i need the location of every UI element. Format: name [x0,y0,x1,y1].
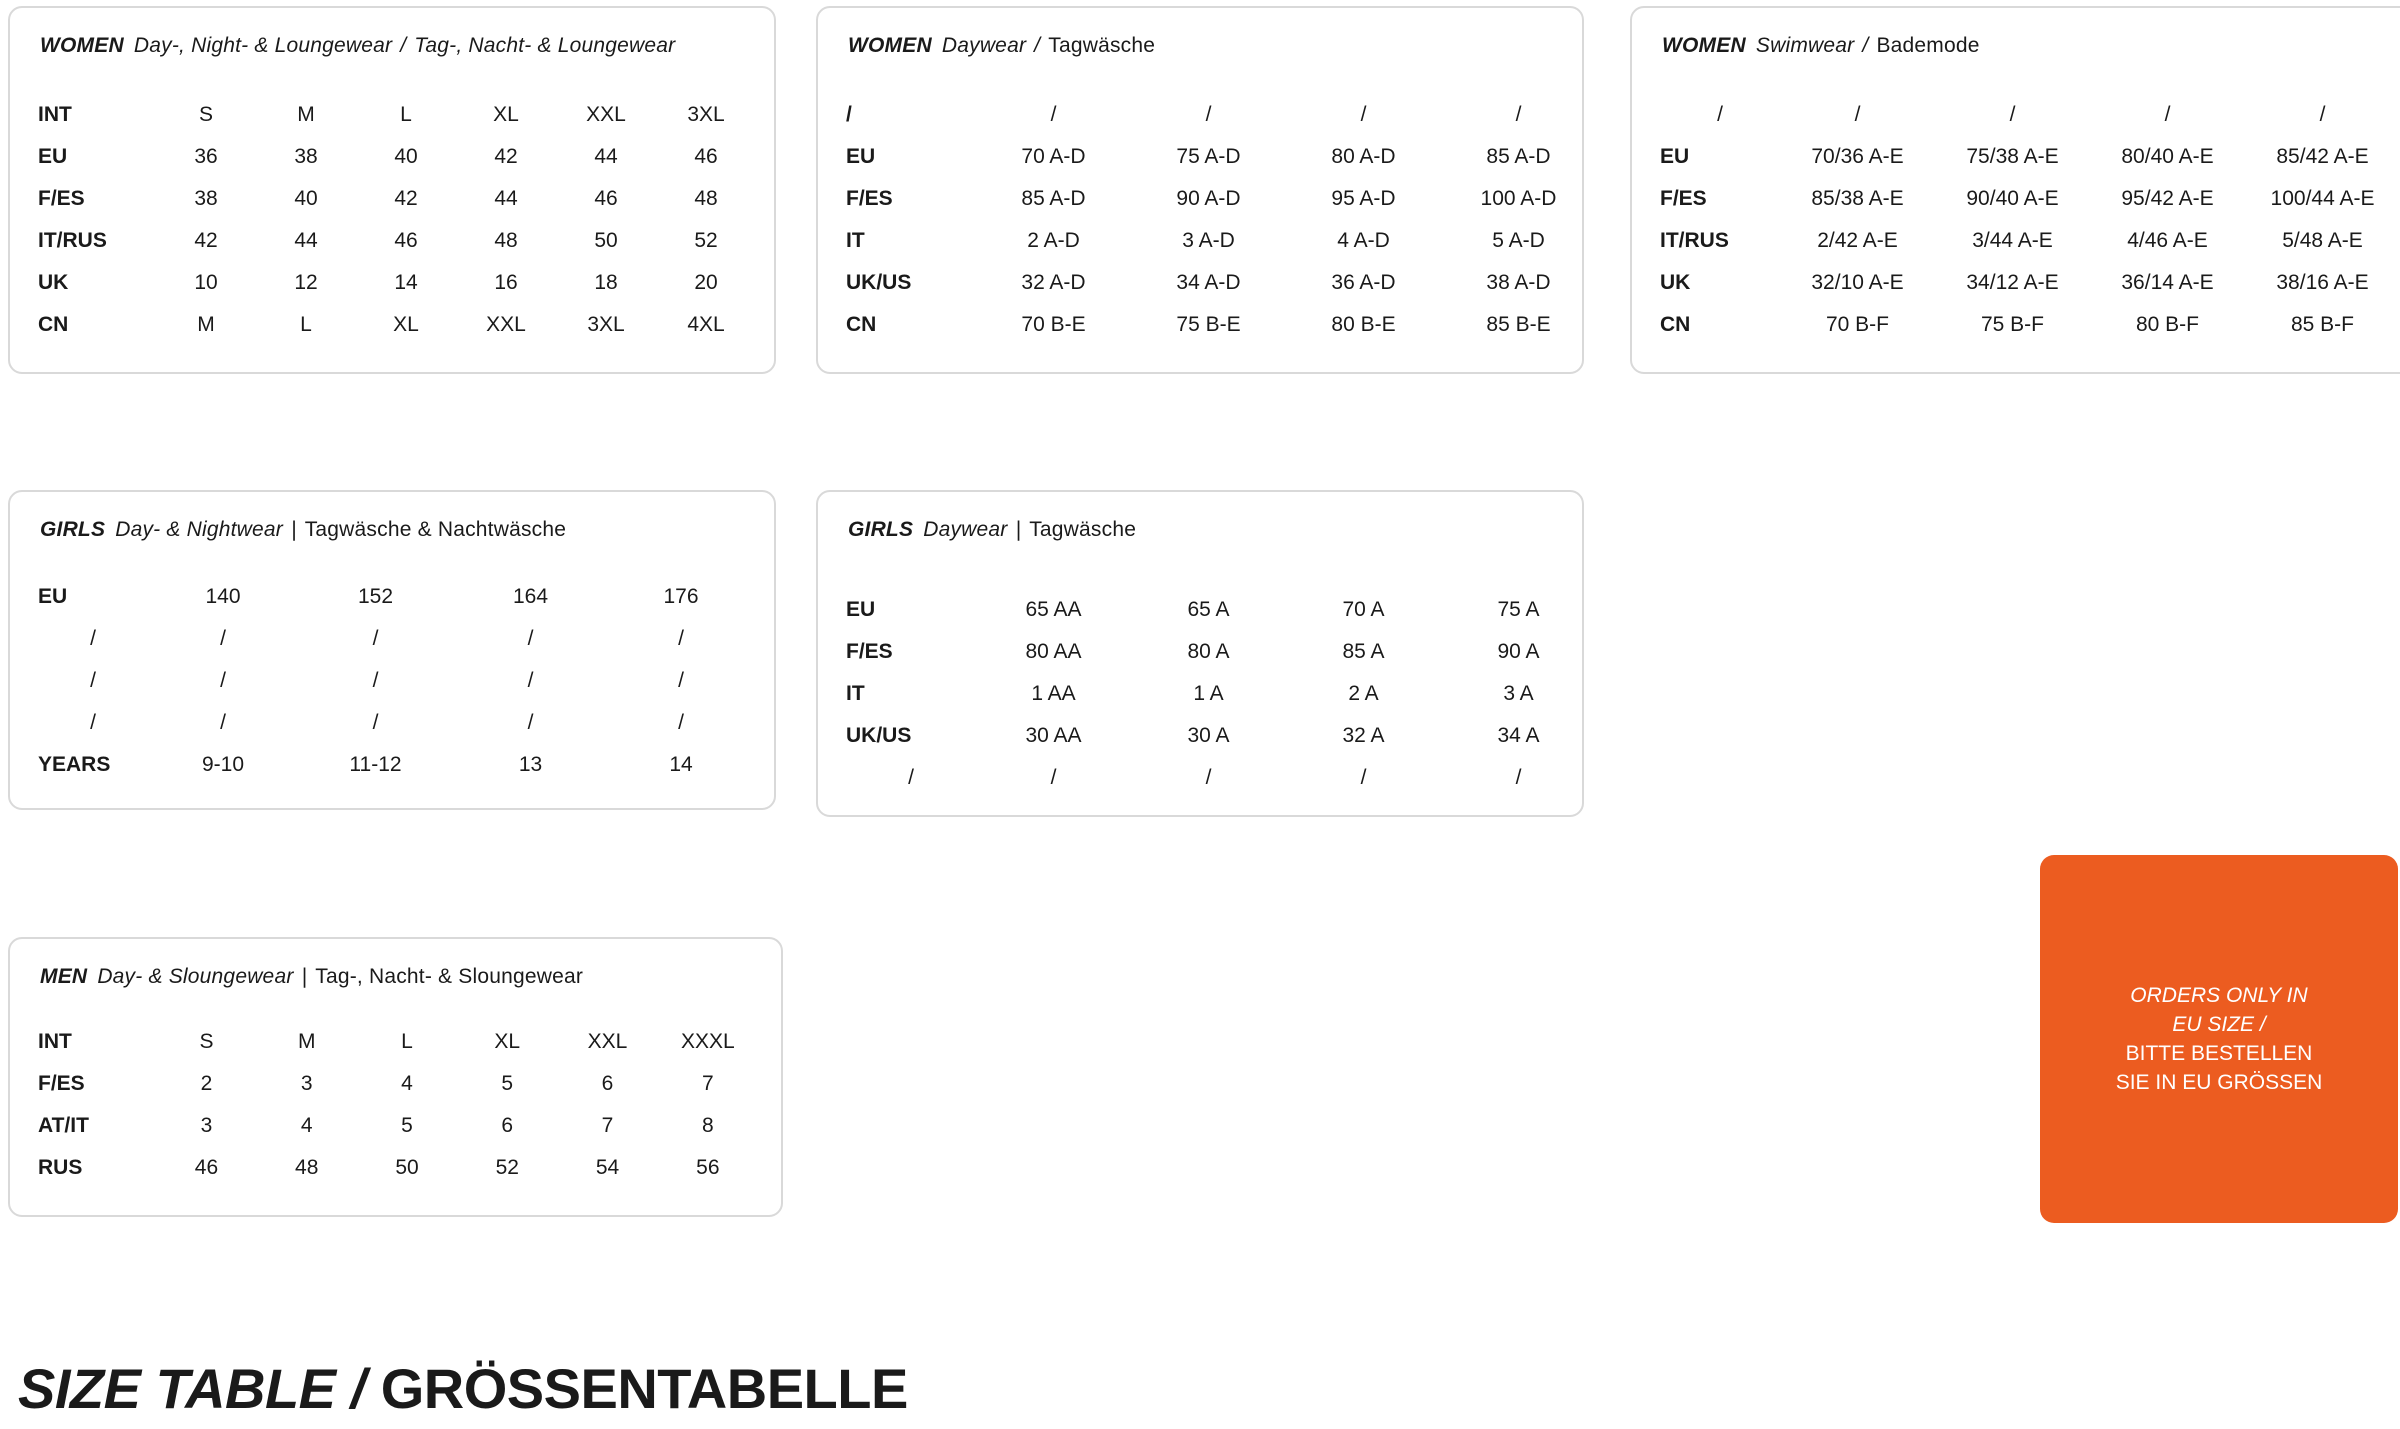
page-title-italic: SIZE TABLE / [18,1357,381,1420]
cell: / [220,669,226,692]
cell: 18 [594,271,618,294]
card-name-en: Day- & Sloungewear [97,965,294,988]
row-label: CN [846,313,877,336]
table-row [1660,220,2400,262]
cell: 42 [194,229,218,252]
cell: 7 [701,1072,714,1095]
cell: 80 A [1187,640,1230,663]
note-lines [2116,981,2323,1097]
cell: 42 [394,187,418,210]
row-label: / [846,103,852,126]
cell: / [678,669,684,692]
card-name-en: Day- & Nightwear [115,518,283,541]
cell: 40 [294,187,318,210]
card-category: MEN [40,965,88,988]
card-name-en: Daywear [923,518,1008,541]
card-women-daywear [816,6,1584,374]
sizes-table [38,94,756,346]
cell: 32 A-D [1021,271,1086,294]
cell: 85 A-D [1021,187,1086,210]
cell: 164 [512,585,549,608]
cell: 34 A-D [1176,271,1241,294]
card-title [1662,34,1980,58]
cell: 3XL [687,103,725,126]
row-label: / [90,669,96,692]
cell: XL [393,313,419,336]
cell: 80 B-F [2135,313,2200,336]
cell: 3 A [1503,682,1534,705]
cell: 4 A-D [1337,229,1390,252]
cell: 1 A [1193,682,1224,705]
cell: 75 B-F [1980,313,2045,336]
cell: 7 [601,1114,614,1137]
cell: M [197,313,215,336]
row-label: CN [38,313,69,336]
cell: 5 A-D [1492,229,1545,252]
cell: 1 AA [1031,682,1076,705]
note-line-1: ORDERS ONLY IN [2130,984,2308,1007]
cell: 75 A-D [1176,145,1241,168]
cell: 85 A [1342,640,1385,663]
cell: 70 B-F [1825,313,1890,336]
table-row [846,673,1596,715]
cell: 4 [300,1114,313,1137]
cell: 46 [694,145,718,168]
card-title-space [913,518,923,541]
page-title-normal: GRÖSSENTABELLE [380,1357,908,1420]
cell: 32 A [1342,724,1385,747]
cell: 14 [669,753,693,776]
card-title-separator: | [295,965,314,988]
cell: 70 B-E [1021,313,1086,336]
table-row [38,136,756,178]
row-label: F/ES [38,187,85,210]
card-title-separator: / [1856,34,1875,57]
card-name-en: Day-, Night- & Loungewear [133,34,393,57]
cell: 38 [294,145,318,168]
sizes-table [846,94,1596,346]
cell: 85/38 A-E [1811,187,1904,210]
cell: 14 [394,271,418,294]
cell: L [400,103,412,126]
table-row [38,262,756,304]
table-row [38,660,754,702]
cell: 2 A-D [1027,229,1080,252]
note-line-3: BITTE BESTELLEN [2125,1042,2313,1065]
card-title-space [932,34,942,57]
card-name-de: Tagwäsche [1048,34,1156,57]
cell: / [372,711,379,734]
card-title [848,34,1155,58]
table-row [38,220,756,262]
cell: 80 AA [1025,640,1082,663]
cell: 30 A [1187,724,1230,747]
cell: / [678,627,684,650]
row-label: EU [846,145,876,168]
table-row [846,631,1596,673]
cell: 11-12 [349,753,402,776]
cell: 90 A [1497,640,1540,663]
cell: 95 A-D [1331,187,1396,210]
cell: XXL [587,1030,628,1053]
cell: 44 [594,145,618,168]
cell: 8 [701,1114,714,1137]
cell: 5 [401,1114,413,1137]
cell: 100 A-D [1480,187,1557,210]
row-label: UK [38,271,69,294]
cell: / [1515,103,1522,126]
cell: 50 [594,229,618,252]
row-label: F/ES [846,640,893,663]
cell: L [300,313,312,336]
cell: 70 A [1342,598,1385,621]
cell: / [678,711,684,734]
row-label: IT/RUS [38,229,107,252]
card-title-separator: | [284,518,303,541]
card-title-space [105,518,115,541]
row-label: YEARS [38,753,111,776]
card-title [40,34,675,58]
cell: 80/40 A-E [2121,145,2214,168]
cell: 65 AA [1025,598,1082,621]
sizes-table [38,1021,758,1189]
table-row [1660,94,2400,136]
cell: / [2319,103,2326,126]
table-row [1660,262,2400,304]
row-label: EU [846,598,876,621]
cell: 3 [200,1114,213,1137]
cell: / [1360,766,1367,789]
cell: 52 [694,229,718,252]
row-label: RUS [38,1156,83,1179]
cell: 30 AA [1025,724,1082,747]
cell: 6 [601,1072,614,1095]
sizes-table [1660,94,2400,346]
cell: / [2009,103,2016,126]
cell: 100/44 A-E [2270,187,2375,210]
cell: / [1515,766,1522,789]
cell: 34 A [1497,724,1540,747]
table-row [38,1063,758,1105]
card-name-de: Tag-, Nacht- & Sloungewear [315,965,584,988]
cell: 3XL [587,313,625,336]
row-label: EU [1660,145,1690,168]
cell: 46 [394,229,418,252]
card-name-en: Daywear [941,34,1027,57]
cell: 42 [494,145,518,168]
cell: 5 [501,1072,514,1095]
cell: 5/48 A-E [2282,229,2363,252]
card-title-space [87,965,97,988]
cell: / [1205,766,1212,789]
cell: 90/40 A-E [1966,187,2059,210]
table-row [38,1147,758,1189]
cell: 4/46 A-E [2127,229,2208,252]
cell: 85 A-D [1486,145,1551,168]
card-category: WOMEN [40,34,124,57]
table-row [1660,178,2400,220]
cell: 80 B-E [1331,313,1396,336]
table-row [846,178,1596,220]
table-row [38,744,754,786]
cell: 70 A-D [1021,145,1086,168]
card-girls-day-night [8,490,776,810]
cell: / [1854,103,1861,126]
cell: 54 [595,1156,620,1179]
table-row [1660,304,2400,346]
table-row [38,1105,758,1147]
row-label: IT [846,229,865,252]
cell: 85 B-E [1486,313,1551,336]
cell: 10 [194,271,218,294]
cell: 70/36 A-E [1811,145,1904,168]
cell: 50 [395,1156,419,1179]
cell: 2 A [1348,682,1379,705]
cell: / [220,711,226,734]
cell: 44 [494,187,518,210]
row-label: IT/RUS [1660,229,1729,252]
cell: S [198,103,213,126]
cell: 13 [518,753,543,776]
cell: 46 [594,187,618,210]
table-row [846,589,1596,631]
cell: / [372,627,379,650]
cell: / [372,669,379,692]
card-name-de: Tagwäsche [1029,518,1137,541]
cell: 85 B-F [2290,313,2355,336]
cell: / [1360,103,1367,126]
cell: 32/10 A-E [1811,271,1904,294]
cell: 12 [294,271,318,294]
card-title-space [1746,34,1756,57]
row-label: INT [38,1030,72,1053]
note-line-2: EU SIZE / [2172,1013,2266,1036]
card-men-day-loungewear [8,937,783,1217]
card-category: GIRLS [848,518,914,541]
row-label: EU [38,585,68,608]
cell: / [1205,103,1212,126]
card-title [40,518,566,542]
cell: 80 A-D [1331,145,1396,168]
cell: 6 [501,1114,514,1137]
cell: XL [493,103,519,126]
card-category: WOMEN [848,34,932,57]
cell: 56 [696,1156,720,1179]
cell: 36 A-D [1331,271,1396,294]
cell: 2 [200,1072,213,1095]
card-title-separator: / [1028,34,1047,57]
row-label: IT [846,682,865,705]
cell: 48 [295,1156,319,1179]
cell: 3 [300,1072,313,1095]
cell: 3/44 A-E [1972,229,2053,252]
cell: / [2164,103,2171,126]
cell: / [527,669,534,692]
row-label: F/ES [1660,187,1707,210]
cell: 140 [205,585,241,608]
cell: 75/38 A-E [1966,145,2059,168]
table-row [1660,136,2400,178]
cell: M [297,103,315,126]
card-category: WOMEN [1662,34,1746,57]
cell: / [1050,766,1057,789]
cell: 4 [401,1072,413,1095]
row-label: F/ES [38,1072,85,1095]
page-title [18,1356,908,1421]
card-title-separator: / [394,34,413,57]
table-row [38,1021,758,1063]
row-label: INT [38,103,72,126]
row-label: / [908,766,914,789]
cell: 152 [357,585,394,608]
row-label: AT/IT [38,1114,89,1137]
cell: 95/42 A-E [2121,187,2214,210]
cell: 90 A-D [1176,187,1241,210]
cell: 38 A-D [1486,271,1551,294]
row-label: UK/US [846,724,912,747]
card-title-space [124,34,134,57]
table-row [846,304,1596,346]
card-name-en: Swimwear [1755,34,1855,57]
orders-only-eu-note [2040,855,2398,1223]
cell: 65 A [1187,598,1230,621]
table-row [38,178,756,220]
card-category: GIRLS [40,518,106,541]
card-name-de: Bademode [1876,34,1980,57]
cell: 85/42 A-E [2276,145,2369,168]
sizes-table [38,576,754,786]
cell: 36 [194,145,218,168]
cell: 40 [394,145,418,168]
card-title [848,518,1136,542]
cell: 4XL [687,313,725,336]
cell: 176 [663,585,699,608]
table-row [38,304,756,346]
table-row [846,715,1596,757]
cell: 2/42 A-E [1817,229,1898,252]
cell: / [1050,103,1057,126]
cell: XXL [486,313,526,336]
row-label: / [1717,103,1723,126]
cell: XXL [586,103,626,126]
cell: 48 [694,187,718,210]
cell: 75 A [1497,598,1540,621]
cell: 52 [495,1156,519,1179]
cell: 48 [494,229,518,252]
cell: / [527,711,534,734]
row-label: UK/US [846,271,912,294]
row-label: F/ES [846,187,893,210]
table-row [38,576,754,618]
row-label: CN [1660,313,1691,336]
cell: 3 A-D [1182,229,1235,252]
cell: 44 [294,229,318,252]
cell: 20 [694,271,718,294]
cell: 38/16 A-E [2276,271,2369,294]
table-row [38,702,754,744]
row-label: UK [1660,271,1691,294]
table-row [846,757,1596,799]
card-name-de: Tagwäsche & Nachtwäsche [304,518,567,541]
cell: 38 [194,187,218,210]
cell: / [220,627,226,650]
cell: 16 [494,271,518,294]
cell: 75 B-E [1176,313,1241,336]
cell: 34/12 A-E [1966,271,2059,294]
card-title-separator: | [1009,518,1028,541]
card-girls-daywear [816,490,1584,817]
table-row [846,94,1596,136]
note-line-4: SIE IN EU GRÖSSEN [2115,1071,2323,1094]
table-row [846,220,1596,262]
table-row [38,94,756,136]
cell: L [401,1030,413,1053]
cell: XXXL [680,1030,735,1053]
cell: XL [494,1030,521,1053]
card-women-day-night-lounge [8,6,776,374]
table-row [846,136,1596,178]
cell: / [527,627,534,650]
table-row [846,262,1596,304]
card-women-swimwear [1630,6,2400,374]
cell: S [199,1030,214,1053]
cell: 46 [194,1156,219,1179]
card-title [40,965,583,989]
cell: 9-10 [201,753,245,776]
table-row [38,618,754,660]
row-label: / [90,711,96,734]
sizes-table [846,589,1596,799]
row-label: EU [38,145,68,168]
card-name-de: Tag-, Nacht- & Loungewear [414,34,676,57]
cell: M [297,1030,316,1053]
cell: 36/14 A-E [2121,271,2214,294]
row-label: / [90,627,96,650]
